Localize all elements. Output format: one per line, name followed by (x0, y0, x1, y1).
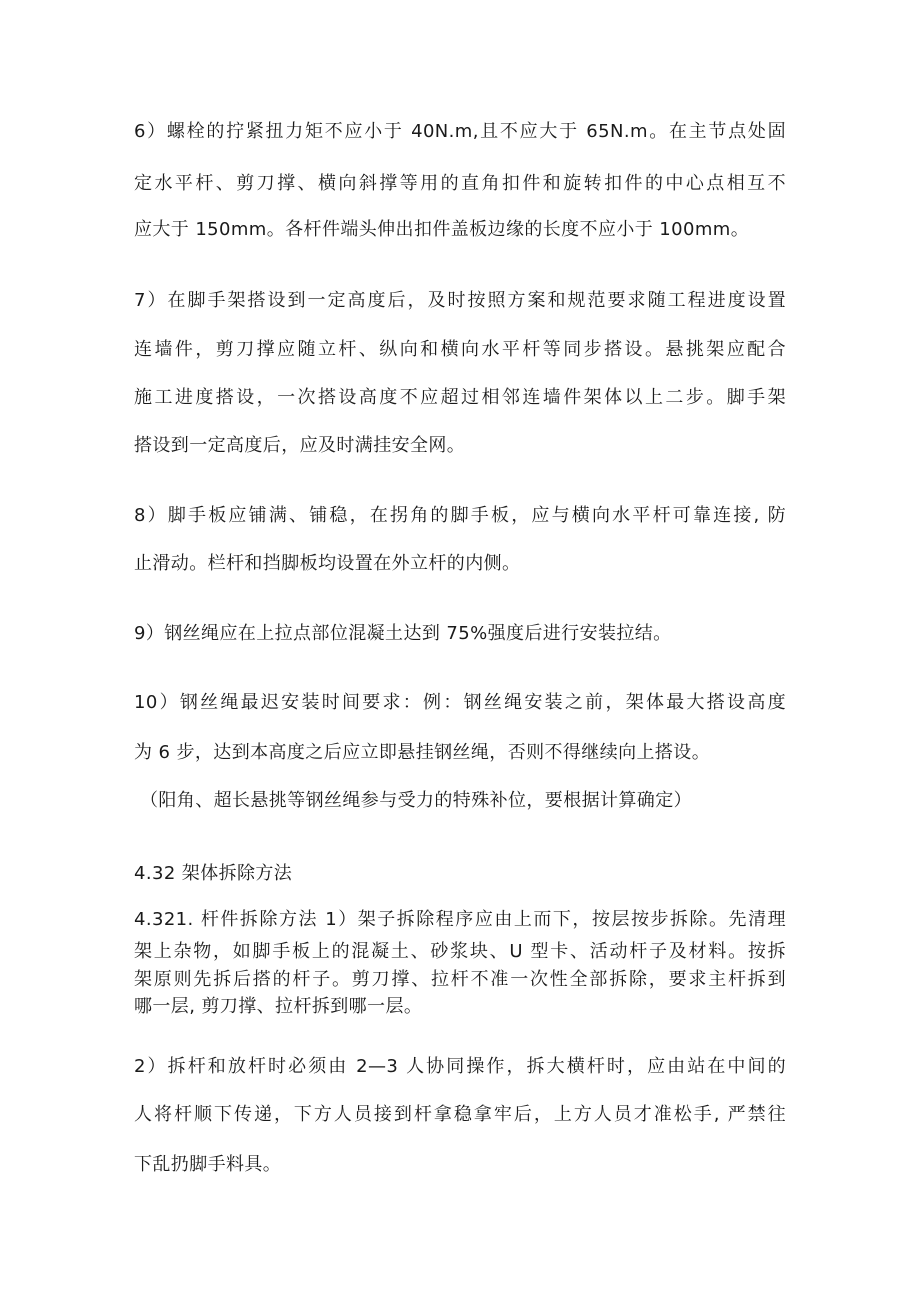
section-heading: 4.32 架体拆除方法 (134, 863, 293, 884)
para-4321-line-2: 架上杂物，如脚手板上的混凝土、砂浆块、U 型卡、活动杆子及材料。按拆 (134, 941, 786, 962)
para-2-line-3: 下乱扔脚手料具。 (134, 1154, 282, 1175)
para-4321-line-4: 哪一层, 剪刀撑、拉杆拆到哪一层。 (134, 996, 423, 1017)
para-2-line-1: 2）拆杆和放杆时必须由 2—3 人协同操作，拆大横杆时，应由站在中间的 (134, 1056, 786, 1077)
para-4321-line-3: 架原则先拆后搭的杆子。剪刀撑、拉杆不准一次性全部拆除，要求主杆拆到 (134, 969, 786, 990)
para-6-line-1: 6）螺栓的拧紧扭力矩不应小于 40N.m,且不应大于 65N.m。在主节点处固 (134, 121, 786, 142)
para-7-line-4: 搭设到一定高度后，应及时满挂安全网。 (134, 435, 466, 456)
para-9-line-1: 9）钢丝绳应在上拉点部位混凝土达到 75%强度后进行安装拉结。 (134, 623, 672, 644)
para-2-line-2: 人将杆顺下传递，下方人员接到杆拿稳拿牢后，上方人员才准松手, 严禁往 (134, 1104, 786, 1125)
para-8-line-2: 止滑动。栏杆和挡脚板均设置在外立杆的内侧。 (134, 553, 521, 574)
para-10-line-2: 为 6 步，达到本高度之后应立即悬挂钢丝绳，否则不得继续向上搭设。 (134, 742, 711, 763)
para-4321-line-1: 4.321. 杆件拆除方法 1）架子拆除程序应由上而下，按层按步拆除。先清理 (134, 909, 786, 930)
para-6-line-2: 定水平杆、剪刀撑、横向斜撑等用的直角扣件和旋转扣件的中心点相互不 (134, 173, 786, 194)
para-7-line-2: 连墙件，剪刀撑应随立杆、纵向和横向水平杆等同步搭设。悬挑架应配合 (134, 339, 786, 360)
para-6-line-3: 应大于 150mm。各杆件端头伸出扣件盖板边缘的长度不应小于 100mm。 (134, 219, 750, 240)
para-8-line-1: 8）脚手板应铺满、铺稳，在拐角的脚手板，应与横向水平杆可靠连接, 防 (134, 505, 786, 526)
para-10-line-3: （阳角、超长悬挑等钢丝绳参与受力的特殊补位，要根据计算确定） (140, 790, 692, 811)
para-10-line-1: 10）钢丝绳最迟安装时间要求：例：钢丝绳安装之前，架体最大搭设高度 (134, 692, 786, 713)
para-7-line-3: 施工进度搭设，一次搭设高度不应超过相邻连墙件架体以上二步。脚手架 (134, 387, 786, 408)
para-7-line-1: 7）在脚手架搭设到一定高度后，及时按照方案和规范要求随工程进度设置 (134, 290, 786, 311)
